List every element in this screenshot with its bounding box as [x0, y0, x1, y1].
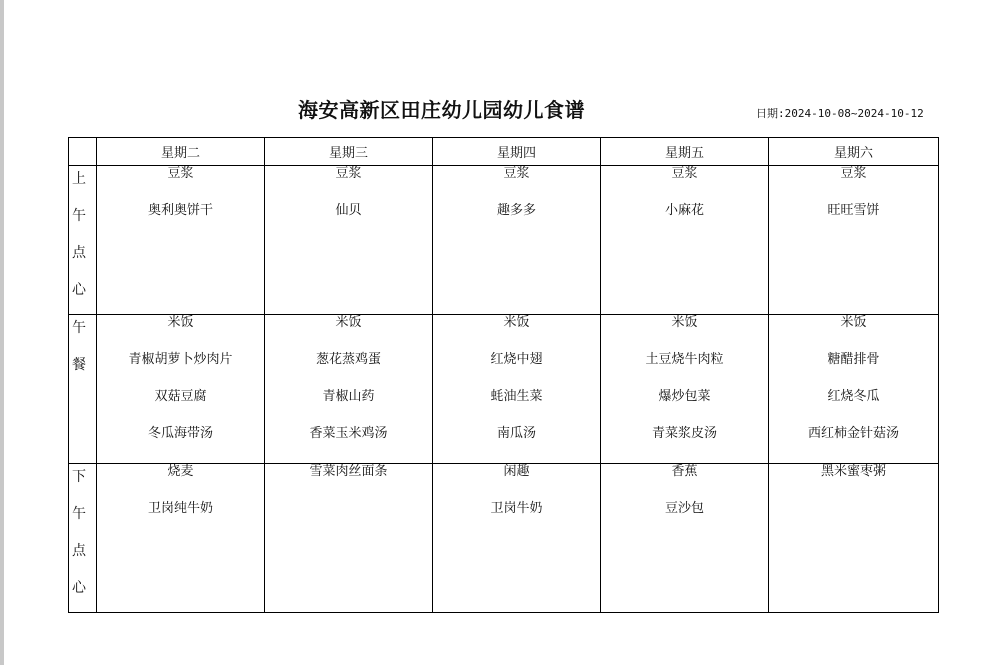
row-label-char: 心 [72, 282, 86, 298]
food-item: 米饭 [167, 315, 194, 330]
food-item: 旺旺雪饼 [827, 203, 880, 218]
row-label-char: 餐 [72, 357, 86, 373]
food-item: 奥利奥饼干 [147, 203, 213, 218]
food-item: 豆浆 [503, 166, 530, 181]
menu-cell [769, 166, 939, 315]
food-item: 青菜浆皮汤 [651, 426, 717, 441]
food-item: 趣多多 [496, 203, 536, 218]
menu-cell [433, 464, 601, 613]
row-label [69, 464, 97, 613]
row-label-char: 午 [72, 506, 86, 522]
food-item: 米饭 [840, 315, 867, 330]
food-item: 仙贝 [335, 203, 362, 218]
day-header: 星期五 [601, 138, 769, 166]
menu-cell [265, 464, 433, 613]
food-item: 爆炒包菜 [658, 389, 711, 404]
food-item: 闲趣 [503, 464, 530, 479]
food-item: 冬瓜海带汤 [147, 426, 213, 441]
row-label-char: 点 [72, 543, 86, 559]
food-item: 卫岗纯牛奶 [147, 501, 213, 516]
food-item: 卫岗牛奶 [490, 501, 543, 516]
food-item: 糖醋排骨 [827, 352, 880, 367]
row-label [69, 315, 97, 464]
page-title: 海安高新区田庄幼儿园幼儿食谱 [298, 98, 585, 122]
food-item: 南瓜汤 [496, 426, 536, 441]
food-item: 豆浆 [840, 166, 867, 181]
food-item: 红烧中翅 [490, 352, 543, 367]
food-item: 豆浆 [671, 166, 698, 181]
menu-cell [601, 166, 769, 315]
food-item: 红烧冬瓜 [827, 389, 880, 404]
meal-row-morning-snack [69, 166, 939, 315]
menu-cell [97, 315, 265, 464]
food-item: 土豆烧牛肉粒 [645, 352, 724, 367]
food-item: 雪菜肉丝面条 [309, 464, 388, 479]
food-item: 烧麦 [167, 464, 194, 479]
row-label [69, 166, 97, 315]
row-label-char: 午 [72, 320, 86, 336]
menu-cell [433, 315, 601, 464]
food-item: 葱花蒸鸡蛋 [315, 352, 381, 367]
food-item: 米饭 [503, 315, 530, 330]
day-header: 星期二 [97, 138, 265, 166]
day-header: 星期三 [265, 138, 433, 166]
menu-cell [433, 166, 601, 315]
food-item: 青椒胡萝卜炒肉片 [128, 352, 233, 367]
food-item: 香蕉 [671, 464, 698, 479]
menu-cell [265, 315, 433, 464]
menu-cell [97, 166, 265, 315]
food-item: 米饭 [671, 315, 698, 330]
menu-table [68, 137, 939, 613]
day-header: 星期四 [433, 138, 601, 166]
food-item: 青椒山药 [322, 389, 375, 404]
menu-cell [601, 315, 769, 464]
row-label-char: 午 [72, 208, 86, 224]
food-item: 蚝油生菜 [490, 389, 543, 404]
row-label-char: 心 [72, 580, 86, 596]
food-item: 豆沙包 [664, 501, 704, 516]
food-item: 米饭 [335, 315, 362, 330]
menu-cell [769, 464, 939, 613]
row-label-char: 上 [72, 171, 86, 187]
meal-row-afternoon-snack [69, 464, 939, 613]
food-item: 黑米蜜枣粥 [820, 464, 886, 479]
food-item: 香菜玉米鸡汤 [309, 426, 388, 441]
meal-row-lunch [69, 315, 939, 464]
row-label-char: 点 [72, 245, 86, 261]
food-item: 小麻花 [664, 203, 704, 218]
food-item: 豆浆 [335, 166, 362, 181]
window-edge [0, 0, 4, 665]
header-row [69, 138, 939, 166]
menu-cell [601, 464, 769, 613]
menu-cell [769, 315, 939, 464]
day-header: 星期六 [769, 138, 939, 166]
menu-cell [265, 166, 433, 315]
food-item: 豆浆 [167, 166, 194, 181]
menu-cell [97, 464, 265, 613]
food-item: 双菇豆腐 [154, 389, 207, 404]
food-item: 西红柿金针菇汤 [807, 426, 899, 441]
corner-cell [69, 138, 97, 166]
row-label-char: 下 [72, 469, 86, 485]
date-range: 日期:2024-10-08~2024-10-12 [756, 107, 924, 120]
